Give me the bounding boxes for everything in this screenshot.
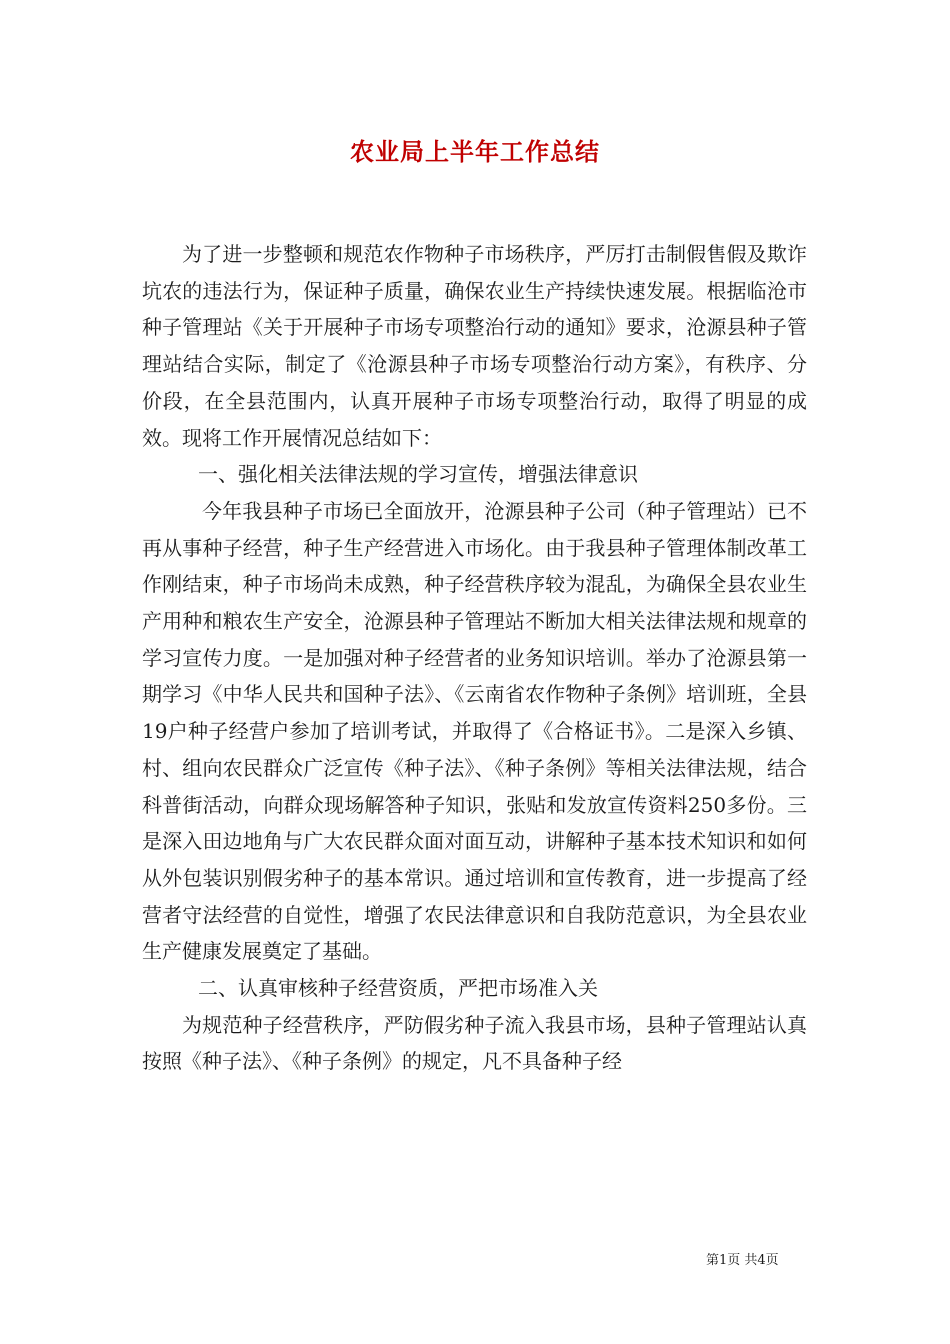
section-heading-2: 二、认真审核种子经营资质，严把市场准入关 bbox=[198, 976, 598, 1001]
section-heading-1: 一、强化相关法律法规的学习宣传，增强法律意识 bbox=[198, 462, 638, 487]
intro-paragraph: 为了进一步整顿和规范农作物种子市场秩序，严厉打击制假售假及欺诈坑农的违法行为，保证种子质量，确保农业生产持续快速发展。根据临沧市种子管理站《关于开展种子市场专项整治行动的通知》要求，沧源县种子管理站结合实际，制定了《沧源县种子市场专项整治行动方案》，有秩序、分价段，在全县范围内，认真开展种子市场专项整治行动，取得了明显的成效。现将工作开展情况总结如下： bbox=[142, 242, 807, 450]
section-2-paragraph: 为规范种子经营秩序，严防假劣种子流入我县市场，县种子管理站认真按照《种子法》、《种子条例》的规定，凡不具备种子经 bbox=[142, 1012, 807, 1074]
page-number-footer: 第1页 共4页 bbox=[706, 1253, 779, 1268]
section-1-paragraph: 今年我县种子市场已全面放开，沧源县种子公司（种子管理站）已不再从事种子经营，种子生产经营进入市场化。由于我县种子管理体制改革工作刚结束，种子市场尚未成熟，种子经营秩序较为混乱，为确保全县农业生产用种和粮农生产安全，沧源县种子管理站不断加大相关法律法规和规章的学习宣传力度。一是加强对种子经营者的业务知识培训。举办了沧源县第一期学习《中华人民共和国种子法》、《云南省农作物种子条例》培训班，全县19户种子经营户参加了培训考试，并取得了《合格证书》。二是深入乡镇、村、组向农民群众广泛宣传《种子法》、《种子条例》等相关法律法规，结合科普街活动，向群众现场解答种子知识，张贴和发放宣传资料250多份。三是深入田边地角与广大农民群众面对面互动，讲解种子基本技术知识和如何从外包装识别假劣种子的基本常识。通过培训和宣传教育，进一步提高了经营者守法经营的自觉性，增强了农民法律意识和自我防范意识，为全县农业生产健康发展奠定了基础。 bbox=[142, 498, 807, 964]
document-body bbox=[142, 236, 807, 1080]
document-title: 农业局上半年工作总结 bbox=[350, 138, 600, 166]
